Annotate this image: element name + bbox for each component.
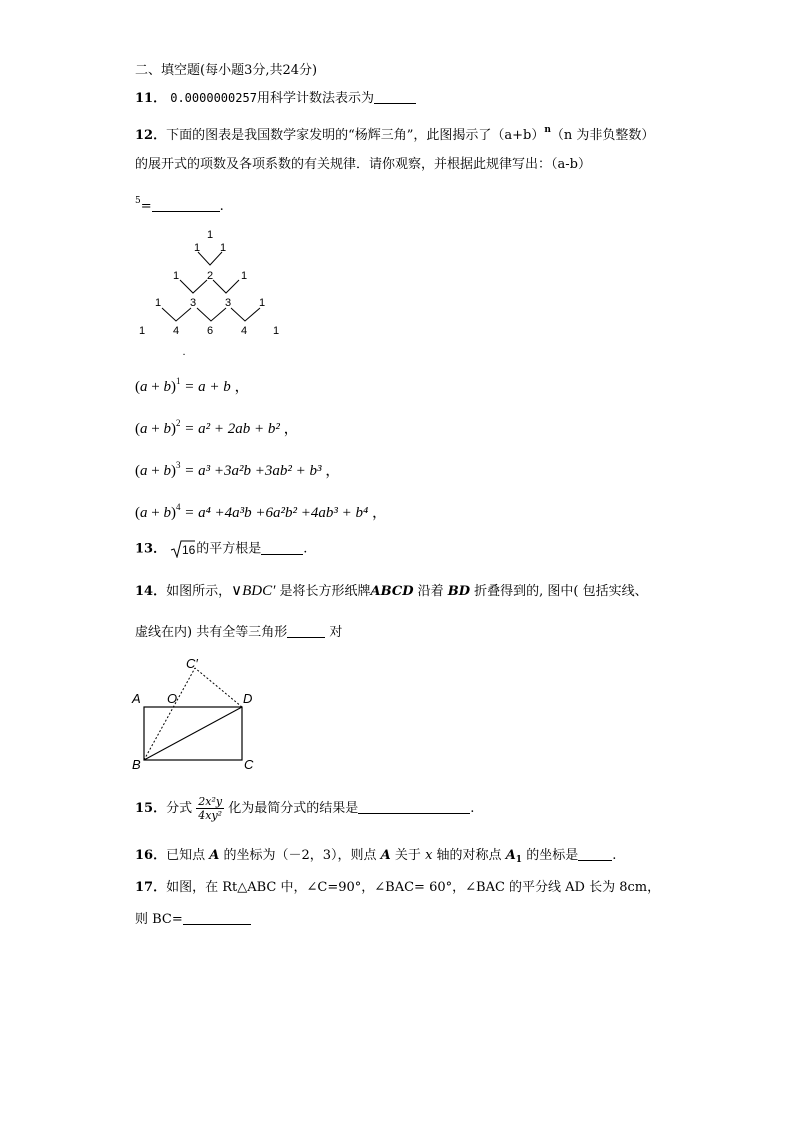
subscript-1: 1 [515,855,523,865]
diagonal-bd [144,707,242,760]
question-text: 如图所示， [166,584,232,599]
question-text: 的坐标为（－2，3），则点 [223,848,377,863]
label-d: D [243,691,253,706]
question-17-line1 [135,880,660,896]
triangle-dot: . [182,346,186,358]
question-12-line1 [135,122,654,144]
point-a: A [380,848,391,863]
expansion-exponent: 1 [175,376,181,386]
triangle-row3-num: 1 [240,270,248,282]
answer-blank[interactable] [152,199,220,212]
expansion-tail: ， [283,421,299,437]
exponent-n: n [544,125,551,135]
expansion-lhs: (a + b) [135,463,176,479]
triangle-row4-num: 3 [224,297,232,309]
question-text: 虚线在内) 共有全等三角形 [135,625,288,640]
expansion-lhs: (a + b) [135,379,176,395]
expansion-lhs: (a + b) [135,505,176,521]
question-number: 17． [135,880,167,895]
question-text-end: 对 [329,625,343,640]
expansion-exponent: 2 [175,418,181,428]
label-o: O [167,691,178,706]
section-header: 二、填空题(每小题3分,共24分) [135,63,318,78]
expansion-rhs: = a + b [184,379,231,395]
point-a: A [209,848,220,863]
expansion-tail: ， [325,463,341,479]
question-text: 沿着 [417,584,444,599]
fold-line-name: BD [447,584,471,599]
question-text-tail: （n 为非负整数） [550,128,655,143]
question-text: 则 BC= [135,912,183,927]
answer-blank[interactable] [358,801,470,814]
period: . [219,199,224,214]
answer-blank[interactable] [287,625,325,638]
question-text: 用科学计数法表示为 [256,91,374,106]
question-text: 轴的对称点 [436,848,502,863]
expansion-2 [135,415,299,437]
question-12-line3 [135,193,224,215]
expansion-4 [135,499,387,521]
question-text: 的展开式的项数及各项系数的有关规律．请你观察，并根据此规律写出：（a-b） [135,157,591,172]
triangle-row3-num: 1 [172,270,180,282]
expansion-exponent: 3 [175,460,181,470]
sqrt-radicand: 16 [182,543,196,557]
triangle-row3-num: 2 [206,270,214,282]
question-number: 14． [135,584,167,599]
decimal-value: 0.0000000257 [170,91,257,105]
question-text: 下面的图表是我国数学家发明的“杨辉三角”，此图揭示了（a+b） [166,128,545,143]
question-number: 15． [135,801,167,816]
label-c-prime: C′ [186,656,198,671]
exponent-5: 5 [135,196,141,206]
triangle-row5-num: 6 [206,325,214,337]
rect-name: ABCD [370,584,414,599]
label-c: C [244,757,254,772]
question-text: 的平方根是 [196,541,262,557]
question-text: 的坐标是 [526,848,579,863]
question-text: 是将长方形纸牌 [279,584,371,599]
triangle-row5-num: 1 [272,325,280,337]
triangle-row4-num: 1 [258,297,266,309]
question-17-line2 [135,912,251,928]
fold-edge-dc1 [195,668,242,707]
expansion-rhs: = a⁴ +4a³b +6a²b² +4ab³ + b⁴ [184,505,369,521]
expansion-3 [135,457,340,479]
question-number: 13． [135,541,167,557]
question-text: 已知点 [166,848,206,863]
question-14-line1 [135,583,648,600]
fraction-denominator: 4xy² [198,809,223,822]
equals-sign: = [140,199,152,214]
triangle-row5-num: 4 [172,325,180,337]
expansion-rhs: = a³ +3a²b +3ab² + b³ [184,463,322,479]
question-14-line2 [135,625,342,641]
question-15 [135,794,474,824]
answer-blank[interactable] [183,912,251,925]
triangle-row4-num: 3 [189,297,197,309]
question-text: 关于 [394,848,421,863]
question-text: 如图，在 Rt△ABC 中，∠C=90°，∠BAC= 60°，∠BAC 的平分线 AD 长为 8cm， [166,880,661,895]
label-a: A [132,691,141,706]
period: . [612,848,617,863]
triangle-symbol: ∨BDC′ [231,583,276,599]
expansion-rhs: = a² + 2ab + b² [184,421,280,437]
expansion-tail: ， [234,379,250,395]
axis-x: x [425,848,433,863]
answer-blank[interactable] [578,848,612,861]
question-13 [135,540,307,558]
yanghui-triangle [130,225,300,360]
question-number: 11． [135,91,167,106]
triangle-row2-num: 1 [193,242,201,254]
triangle-row2-num: 1 [219,242,227,254]
fraction-numerator: 2x²y [198,795,223,808]
question-12-line2 [135,157,591,173]
answer-blank[interactable] [374,91,416,104]
triangle-row5-num: 4 [240,325,248,337]
expansion-tail: ， [372,505,388,521]
question-number: 16． [135,848,167,863]
fraction [196,795,224,822]
sqrt-symbol [170,540,196,558]
triangle-connectors [162,252,260,321]
answer-blank[interactable] [261,542,303,555]
period: . [303,541,308,557]
question-text: 化为最简分式的结果是 [228,801,359,816]
fold-rectangle-figure [130,655,265,775]
question-11 [135,90,416,107]
triangle-row1-num: 1 [206,229,214,241]
triangle-row5-num: 1 [138,325,146,337]
expansion-lhs: (a + b) [135,421,176,437]
question-text: 折叠得到的, 图中( 包括实线、 [474,584,648,599]
period: . [470,801,475,816]
expansion-exponent: 4 [175,502,181,512]
label-b: B [132,757,141,772]
point-a1: A [505,848,516,863]
triangle-row4-num: 1 [154,297,162,309]
expansion-1 [135,373,249,395]
question-16 [135,848,616,868]
question-number: 12． [135,128,167,143]
question-text: 分式 [166,801,193,816]
